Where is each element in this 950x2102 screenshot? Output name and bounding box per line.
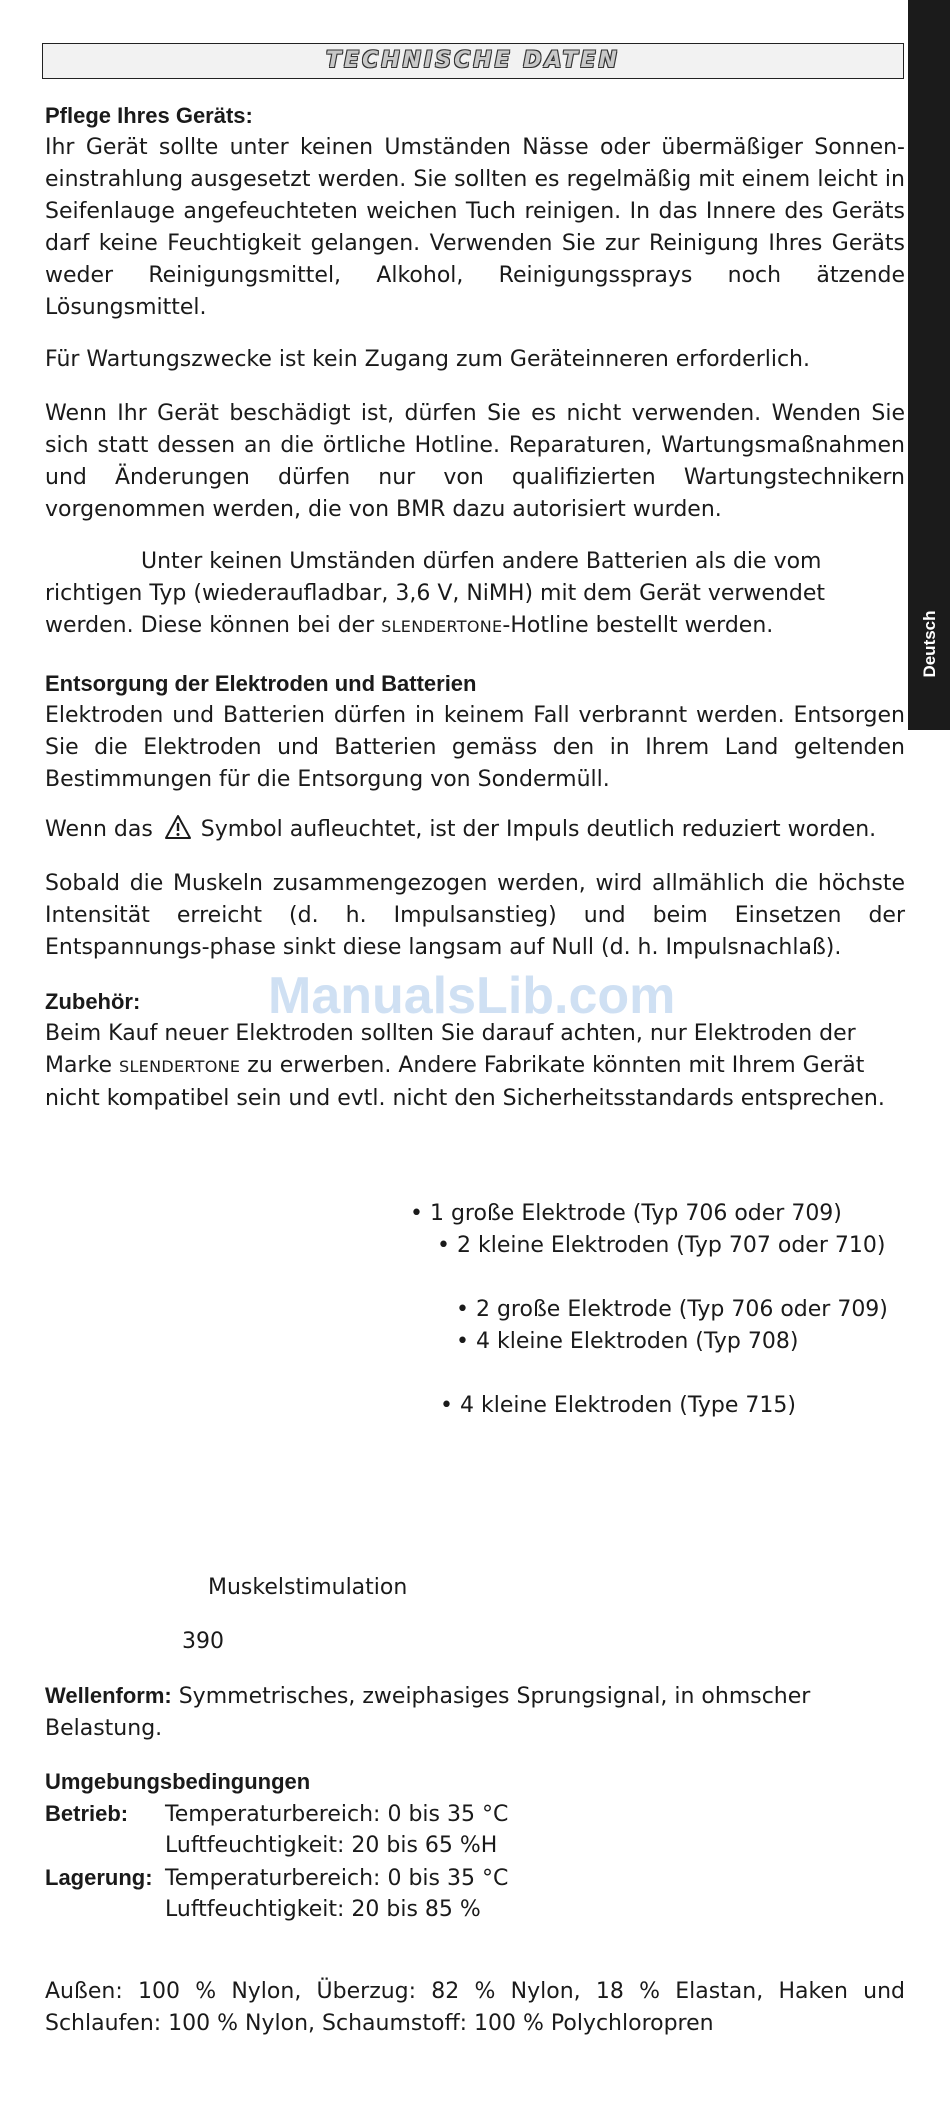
accessories-brand: SLENDERTONE xyxy=(119,1057,241,1076)
electrode-item: • 2 kleine Elektroden (Typ 707 oder 710) xyxy=(437,1233,886,1258)
storage-temperature: Temperaturbereich: 0 bis 35 °C xyxy=(165,1866,509,1891)
accessories-heading: Zubehör: xyxy=(45,989,141,1014)
language-tab-label: Deutsch xyxy=(920,610,939,678)
care-paragraph-2: Für Wartungszwecke ist kein Zugang zum Geräteinneren erforderlich. xyxy=(45,347,810,372)
battery-line-3-end: -Hotline bestellt werden. xyxy=(502,613,774,638)
warning-triangle-icon xyxy=(164,814,192,850)
storage-humidity: Luftfeuchtigkeit: 20 bis 85 % xyxy=(165,1897,481,1922)
disposal-paragraph: Elektroden und Batterien dürfen in keinem Fall verbrannt werden. Entsorgen Sie die Elektroden und Batterien gemäss den in Ihrem Land geltenden Bestimmungen für die Entsorgung von Sondermüll. xyxy=(45,703,905,792)
warning-symbol-paragraph xyxy=(45,814,905,850)
section-title: TECHNISCHE DATEN xyxy=(326,48,620,73)
battery-line-3-text: werden. Diese können bei der xyxy=(45,613,382,638)
electrode-item: • 4 kleine Elektroden (Type 715) xyxy=(440,1393,796,1418)
warning-text-before: Wenn das xyxy=(45,817,153,842)
storage-label: Lagerung: xyxy=(45,1865,153,1890)
battery-line-2: richtigen Typ (wiederaufladbar, 3,6 V, NiMH) mit dem Gerät verwendet xyxy=(45,581,826,606)
care-paragraph-3: Wenn Ihr Gerät beschädigt ist, dürfen Sie es nicht verwenden. Wenden Sie sich statt dessen an die örtliche Hotline. Reparaturen, Wartungsmaßnahmen und Änderungen dürfen nur von qualifizierten Wartungstechnikern vorgenommen werden, die von BMR dazu autorisiert wurden. xyxy=(45,401,905,522)
waveform-paragraph xyxy=(45,1680,905,1745)
accessories-line-2 xyxy=(45,1050,905,1083)
operation-row xyxy=(45,1798,508,1831)
battery-warning-paragraph xyxy=(45,546,905,643)
intensity-paragraph: Sobald die Muskeln zusammengezogen werden, wird allmählich die höchste Intensität erreicht (d. h. Impulsanstieg) und beim Einsetzen der Entspannungs-phase sinkt diese langsam auf Null (d. h. Impulsnachlaß). xyxy=(45,871,905,960)
care-paragraph-1: Ihr Gerät sollte unter keinen Umständen Nässe oder übermäßiger Sonnen-einstrahlung ausgesetzt werden. Sie sollten es regelmäßig mit einem leicht in Seifenlauge angefeuchteten weichen Tuch reinigen. In das Innere des Geräts darf keine Feuchtigkeit gelangen. Verwenden Sie zur Reinigung Ihres Geräts weder Reinigungsmittel, Alkohol, Reinigungssprays noch ätzende Lösungsmittel. xyxy=(45,135,905,320)
accessories-line-3: nicht kompatibel sein und evtl. nicht den Sicherheitsstandards entsprechen. xyxy=(45,1086,885,1111)
accessories-line-1: Beim Kauf neuer Elektroden sollten Sie darauf achten, nur Elektroden der xyxy=(45,1021,856,1046)
language-side-tab[interactable] xyxy=(908,0,950,730)
electrode-item: • 1 große Elektrode (Typ 706 oder 709) xyxy=(410,1201,842,1226)
accessories-paragraph xyxy=(45,1018,905,1115)
brand-name: SLENDERTONE xyxy=(381,617,503,636)
care-heading: Pflege Ihres Geräts: xyxy=(45,103,253,128)
section-title-box xyxy=(42,43,904,79)
warning-text-after: Symbol aufleuchtet, ist der Impuls deutlich reduziert worden. xyxy=(200,817,877,842)
environment-heading: Umgebungsbedingungen xyxy=(45,1769,311,1794)
waveform-text: Symmetrisches, zweiphasiges Sprungsignal, in ohmscher Belastung. xyxy=(45,1684,811,1741)
watermark: ManualsLib.com xyxy=(268,967,676,1025)
accessories-line-2-start: Marke xyxy=(45,1053,119,1078)
storage-row xyxy=(45,1862,508,1895)
battery-line-1: Unter keinen Umständen dürfen andere Batterien als die vom xyxy=(141,549,822,574)
operation-label: Betrieb: xyxy=(45,1801,129,1826)
purpose-value: Muskelstimulation xyxy=(208,1575,408,1600)
accessories-line-2-end: zu erwerben. Andere Fabrikate könnten mit Ihrem Gerät xyxy=(240,1053,865,1078)
materials-paragraph: Außen: 100 % Nylon, Überzug: 82 % Nylon, 18 % Elastan, Haken und Schlaufen: 100 % Nylon, Schaumstoff: 100 % Polychloropren xyxy=(45,1979,905,2036)
electrode-item: • 4 kleine Elektroden (Typ 708) xyxy=(456,1329,799,1354)
waveform-label: Wellenform: xyxy=(45,1683,172,1708)
spec-number: 390 xyxy=(182,1629,224,1654)
electrode-item: • 2 große Elektrode (Typ 706 oder 709) xyxy=(456,1297,888,1322)
disposal-heading: Entsorgung der Elektroden und Batterien xyxy=(45,671,477,696)
battery-line-3 xyxy=(45,610,905,643)
operation-humidity: Luftfeuchtigkeit: 20 bis 65 %H xyxy=(165,1833,498,1858)
operation-temperature: Temperaturbereich: 0 bis 35 °C xyxy=(165,1802,509,1827)
